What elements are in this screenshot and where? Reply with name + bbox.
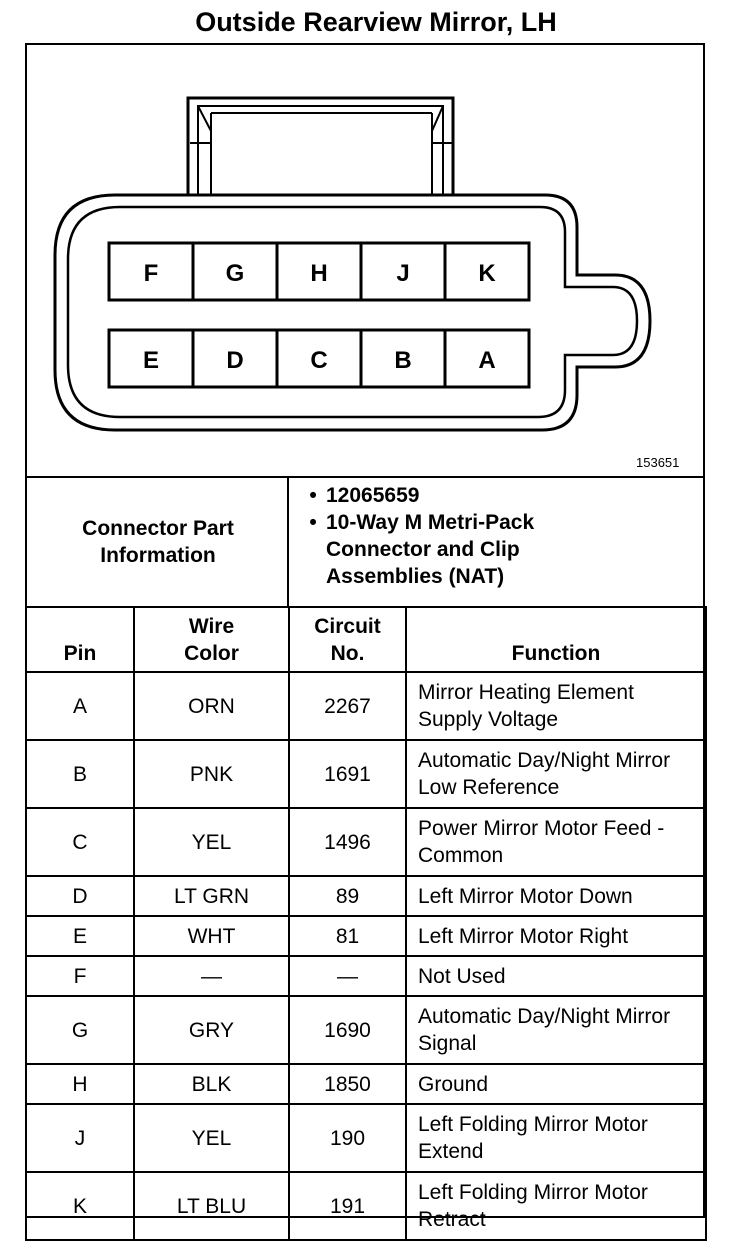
cell-function: Left Folding Mirror Motor Extend [406, 1104, 706, 1172]
cell-wire-color: LT BLU [134, 1172, 289, 1240]
cell-pin: K [26, 1172, 134, 1240]
header-pin: Pin [26, 607, 134, 672]
cell-wire-color: PNK [134, 740, 289, 808]
cell-circuit: 2267 [289, 672, 406, 740]
cell-circuit: 1496 [289, 808, 406, 876]
connector-housing-outer [55, 195, 650, 430]
cell-pin: J [26, 1104, 134, 1172]
table-row [26, 672, 706, 740]
table-row [26, 956, 706, 996]
bullet-icon: • [309, 511, 317, 534]
connector-latch [188, 98, 453, 195]
pin-label-b: B [394, 347, 412, 374]
cell-wire-color: BLK [134, 1064, 289, 1104]
cell-function: Ground [406, 1064, 706, 1104]
table-row [26, 1104, 706, 1172]
cell-pin: F [26, 956, 134, 996]
cell-pin: G [26, 996, 134, 1064]
cell-wire-color: GRY [134, 996, 289, 1064]
cell-circuit: 1850 [289, 1064, 406, 1104]
table-row [26, 1172, 706, 1240]
cell-function: Left Mirror Motor Right [406, 916, 706, 956]
connector-info-label [27, 478, 289, 606]
pin-label-c: C [310, 347, 328, 374]
cell-circuit: 191 [289, 1172, 406, 1240]
table-row [26, 916, 706, 956]
table-header-row [26, 607, 706, 672]
cell-circuit: 190 [289, 1104, 406, 1172]
header-circuit: Circuit No. [289, 607, 406, 672]
cell-circuit: 89 [289, 876, 406, 916]
figure-number: 153651 [636, 455, 680, 470]
connector-info-label-text: Connector Part Information [82, 517, 234, 567]
connector-info-list [300, 482, 700, 590]
cell-wire-color: YEL [134, 1104, 289, 1172]
list-item [300, 509, 700, 590]
cell-function: Left Folding Mirror Motor Retract [406, 1172, 706, 1240]
cell-function: Left Mirror Motor Down [406, 876, 706, 916]
pin-label-d: D [226, 347, 244, 374]
cell-pin: A [26, 672, 134, 740]
cell-wire-color: — [134, 956, 289, 996]
connector-description: 10-Way M Metri-Pack Connector and Clip Assemblies (NAT) [326, 511, 535, 588]
connector-diagram [25, 43, 705, 477]
header-function: Function [406, 607, 706, 672]
cell-wire-color: ORN [134, 672, 289, 740]
cell-function: Not Used [406, 956, 706, 996]
cell-pin: B [26, 740, 134, 808]
pinout-table [25, 606, 707, 1241]
page-title: Outside Rearview Mirror, LH [195, 7, 557, 37]
table-row [26, 996, 706, 1064]
part-number: 12065659 [326, 484, 420, 507]
table-row [26, 1064, 706, 1104]
cell-wire-color: WHT [134, 916, 289, 956]
cell-circuit: 1690 [289, 996, 406, 1064]
pin-label-k: K [478, 260, 496, 287]
cell-function: Power Mirror Motor Feed - Common [406, 808, 706, 876]
cell-wire-color: YEL [134, 808, 289, 876]
cell-pin: H [26, 1064, 134, 1104]
cell-circuit: — [289, 956, 406, 996]
header-wire-color: Wire Color [134, 607, 289, 672]
pin-label-e: E [142, 347, 160, 374]
table-row [26, 876, 706, 916]
pin-label-a: A [478, 347, 496, 374]
cell-wire-color: LT GRN [134, 876, 289, 916]
table-row [26, 740, 706, 808]
bullet-icon: • [309, 484, 317, 507]
list-item [300, 482, 700, 509]
cell-function: Mirror Heating Element Supply Voltage [406, 672, 706, 740]
table-row [26, 808, 706, 876]
cell-pin: C [26, 808, 134, 876]
pin-label-h: H [310, 260, 328, 287]
pin-label-j: J [396, 260, 410, 287]
cell-function: Automatic Day/Night Mirror Signal [406, 996, 706, 1064]
cell-circuit: 1691 [289, 740, 406, 808]
cell-pin: D [26, 876, 134, 916]
cell-pin: E [26, 916, 134, 956]
pin-label-f: F [143, 260, 159, 287]
cell-function: Automatic Day/Night Mirror Low Reference [406, 740, 706, 808]
cell-circuit: 81 [289, 916, 406, 956]
pin-label-g: G [225, 260, 245, 287]
